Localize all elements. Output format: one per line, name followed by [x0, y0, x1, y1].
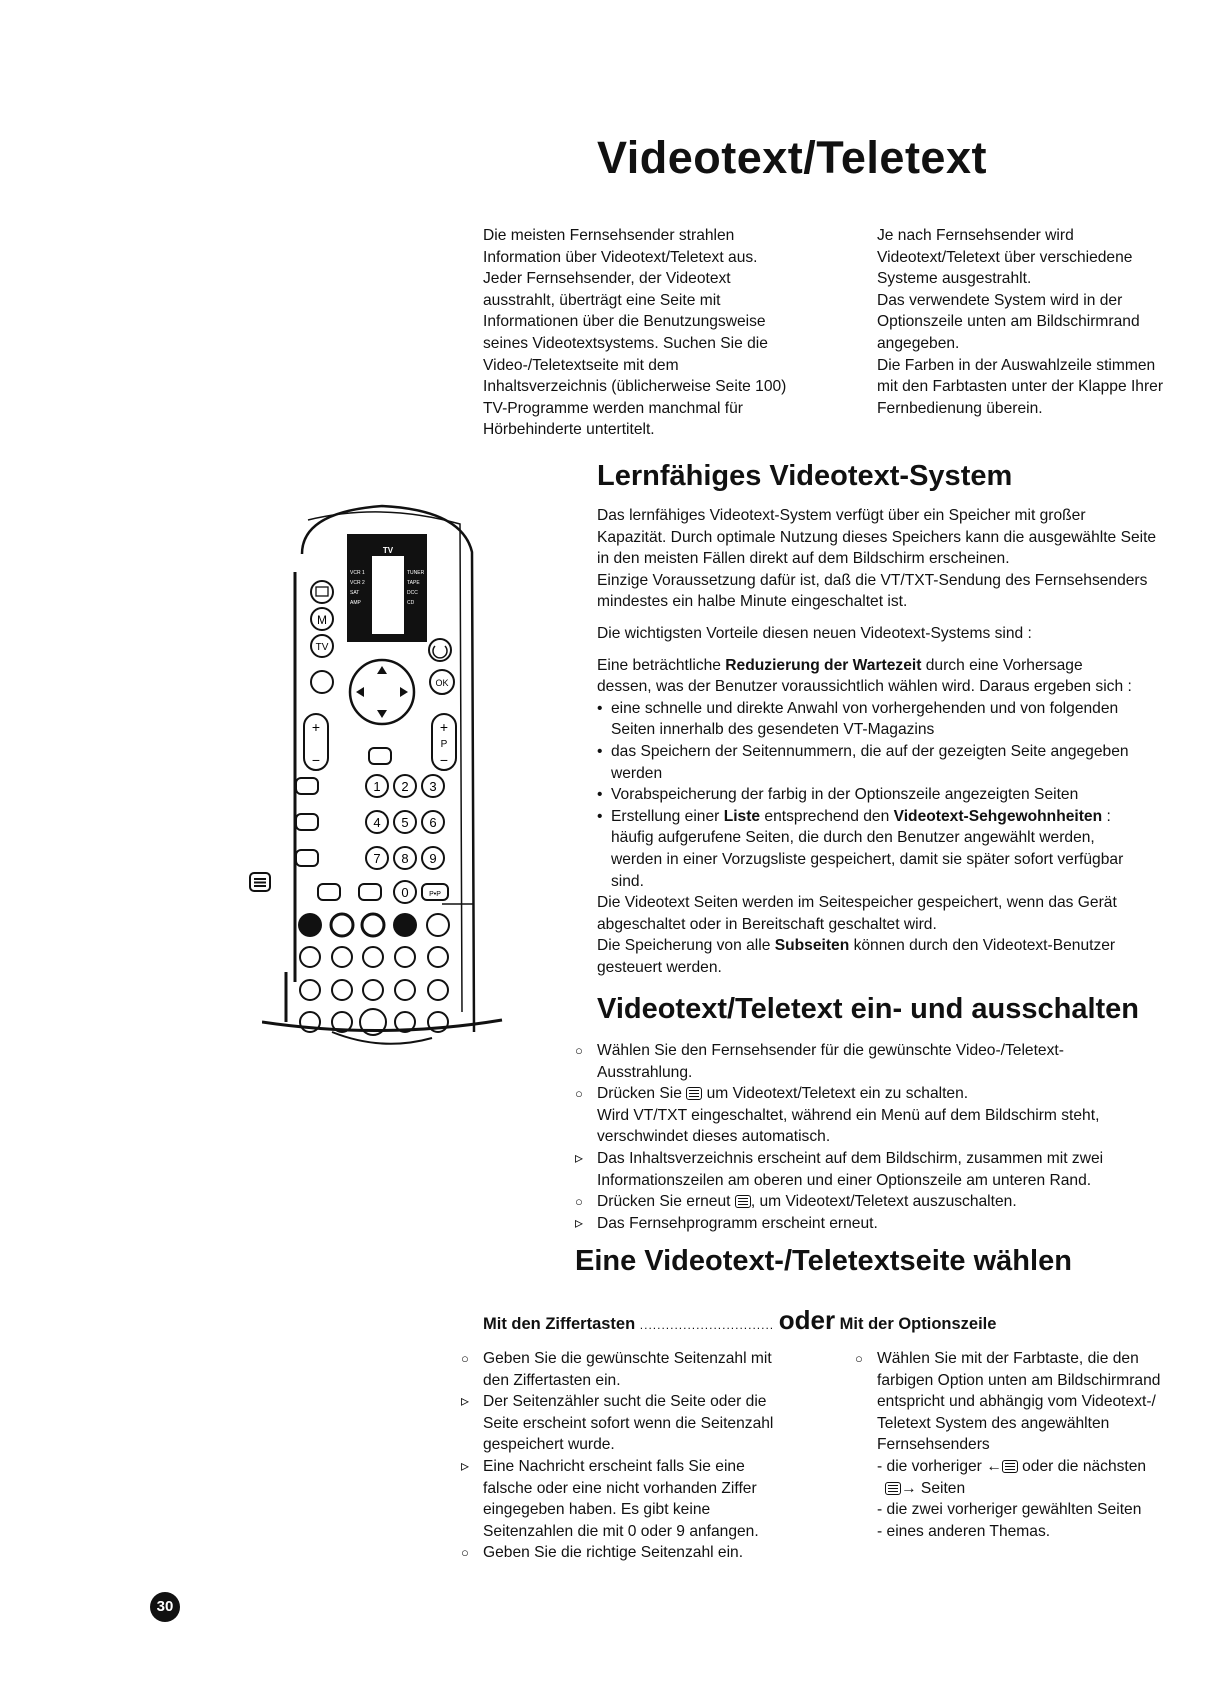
b4-bold1: Liste: [723, 807, 761, 825]
play-key: [363, 980, 383, 1000]
intro-left-line: Die meisten Fernsehsender strahlen: [483, 227, 735, 244]
s1-p4-line: abgeschaltet oder in Bereitschaft geschaltet wird.: [597, 915, 937, 933]
item-line: Ausstrahlung.: [597, 1063, 693, 1081]
cursor-arrows-icon: [356, 666, 408, 718]
intro-left-line: Hörbehinderte untertitelt.: [483, 421, 655, 439]
s1-p5-line2: gesteuert werden.: [597, 958, 722, 976]
bullet-line: werden: [611, 764, 663, 782]
s1-p1-line: Das lernfähiges Videotext-System verfügt über ein Speicher mit großer: [597, 507, 1086, 524]
digit-label: 2: [401, 779, 409, 794]
s1-p3: [597, 655, 1212, 677]
circle-marker-icon: [461, 1348, 479, 1370]
item-line: Fernsehsenders: [877, 1436, 990, 1454]
item-line: Wählen Sie mit der Farbtaste, die den: [877, 1350, 1139, 1367]
s1-p3-bold: Reduzierung der Wartezeit: [725, 656, 922, 674]
list-item: [597, 806, 1212, 892]
s1-p5-pre: Die Speicherung von alle: [597, 937, 775, 955]
item-line: - eines anderen Themas.: [877, 1522, 1051, 1540]
remote-control: [262, 492, 512, 1057]
menu-button-label: M: [317, 613, 327, 627]
intro-right: [877, 225, 1217, 419]
dual-button: [296, 814, 318, 830]
item-line: farbigen Option unten am Bildschirmrand: [877, 1371, 1161, 1389]
s1-p3-pre: Eine beträchtliche: [597, 656, 726, 674]
triangle-marker-icon: [575, 1213, 593, 1235]
list-item: [575, 1040, 1215, 1083]
screen-right-item: CD: [407, 600, 415, 606]
intro-left-line: Information über Videotext/Teletext aus.: [483, 248, 758, 266]
oder-label: oder: [778, 1305, 836, 1335]
sub-left: Mit den Ziffertasten: [483, 1315, 636, 1333]
item-line: verschwindet dieses automatisch.: [597, 1128, 831, 1146]
r2-post: Seiten: [916, 1479, 966, 1497]
digit-label: 8: [401, 851, 409, 866]
item-line: den Ziffertasten ein.: [483, 1371, 621, 1389]
s1-p1-line: Kapazität. Durch optimale Nutzung dieses Speichers kann die ausgewählte Seite: [597, 528, 1157, 546]
bullet-line: werden in einer Vorzugsliste gespeichert, damit sie später sofort verfügbar: [611, 850, 1124, 868]
item-line: entspricht und abhängig vom Videotext-/: [877, 1393, 1156, 1411]
teletext-button: [318, 884, 340, 900]
yellow-key: [362, 914, 384, 936]
intro-left-line: Jeder Fernsehsender, der Videotext: [483, 270, 731, 288]
item-line: falsche oder eine nicht vorhanden Ziffer: [483, 1479, 757, 1497]
item-line: Seitenzahlen die mit 0 oder 9 anfangen.: [483, 1522, 759, 1540]
item-line: Das Inhaltsverzeichnis erscheint auf dem Bildschirm, zusammen mit zwei: [597, 1149, 1104, 1167]
teletext-icon: [885, 1482, 901, 1495]
function-row-1: [300, 947, 448, 967]
program-minus: −: [439, 752, 449, 768]
digit-label: 4: [373, 815, 381, 830]
intro-left-line: Informationen über die Benutzungsweise: [483, 313, 766, 331]
item-line: Geben Sie die gewünschte Seitenzahl mit: [483, 1350, 772, 1367]
intro-left-line: ausstrahlt, überträgt eine Seite mit: [483, 291, 721, 309]
item-line: Der Seitenzähler sucht die Seite oder die: [483, 1393, 767, 1411]
section-heading-seite-waehlen: Eine Videotext-/Teletextseite wählen: [575, 1245, 1072, 1277]
source-button: [311, 581, 333, 603]
list-item: [575, 1213, 1215, 1235]
intro-right-line: Je nach Fernsehsender wird: [877, 227, 1074, 244]
intro-right-line: angegeben.: [877, 334, 960, 352]
pp-label: P•P: [429, 891, 441, 898]
bullet-line: Seiten innerhalb des gesendeten VT-Magazins: [611, 721, 935, 739]
bullet-line: • eine schnelle und direkte Anwahl von vorhergehenden und von folgenden: [611, 699, 1119, 717]
i4-post: , um Videotext/Teletext auszuschalten.: [750, 1193, 1017, 1211]
s1-p4-line: Die Videotext Seiten werden im Seitespeicher gespeichert, wenn das Gerät: [597, 894, 1117, 912]
remote-base-curve: [262, 1020, 502, 1031]
i2-post: um Videotext/Teletext ein zu schalten.: [702, 1085, 969, 1103]
hold-key: [332, 947, 352, 967]
info-button: [296, 850, 318, 866]
digit-label: 3: [429, 779, 437, 794]
screen-label: TV: [382, 546, 394, 555]
item-line: [597, 1191, 1215, 1213]
list-item: [597, 741, 1212, 784]
s1-p1-line: Einzige Voraussetzung dafür ist, daß die VT/TXT-Sendung des Fernsehsenders: [597, 571, 1148, 589]
item-line: Wird VT/TXT eingeschaltet, während ein Menü auf dem Bildschirm steht,: [597, 1106, 1100, 1124]
item-line: - die zwei vorheriger gewählten Seiten: [877, 1501, 1142, 1519]
dots: ...............................: [639, 1318, 775, 1332]
digit-label: 6: [429, 815, 437, 830]
s1-p5: [597, 935, 1212, 957]
intro-right-line: Die Farben in der Auswahlzeile stimmen: [877, 356, 1156, 374]
section1-body: [597, 505, 1212, 978]
smart-button: [359, 884, 381, 900]
subheading-ziffertasten: [483, 1305, 996, 1336]
reveal-key: [395, 947, 415, 967]
screen-right-item: DCC: [407, 590, 418, 596]
intro-right-line: Systeme ausgestrahlt.: [877, 270, 1032, 288]
item-line: Wählen Sie den Fernsehsender für die gewünschte Video-/Teletext-: [597, 1042, 1064, 1059]
screen-right-item: TAPE: [407, 580, 420, 586]
triangle-marker-icon: [575, 1148, 593, 1170]
bullet-line: [611, 806, 1212, 828]
circle-marker-icon: [855, 1348, 873, 1370]
list-item: [461, 1542, 841, 1564]
item-line: gespeichert wurde.: [483, 1436, 615, 1454]
index-key: [427, 914, 449, 936]
intro-left-line: Inhaltsverzeichnis (üblicherweise Seite 100): [483, 378, 787, 396]
tv-button-label: TV: [315, 642, 329, 653]
stop-key: [300, 980, 320, 1000]
screen-left-item: VCR 1: [350, 570, 365, 576]
forward-key: [395, 980, 415, 1000]
item-line: Seite erscheint sofort wenn die Seitenzahl: [483, 1414, 774, 1432]
list-item: [575, 1083, 1215, 1148]
list-item: [461, 1348, 841, 1391]
mute-button: [369, 748, 391, 764]
item-line: eingegeben haben. Es gibt keine: [483, 1501, 711, 1519]
intro-right-line: Fernbedienung überein.: [877, 399, 1043, 417]
remote-screen-window: [372, 556, 404, 634]
mix-key: [428, 947, 448, 967]
screen-right-item: TUNER: [407, 570, 425, 576]
bullet-line: sind.: [611, 872, 644, 890]
list-item: [575, 1191, 1215, 1213]
intro-right-line: Das verwendete System wird in der: [877, 291, 1123, 309]
sub-right: Mit der Optionszeile: [839, 1315, 997, 1333]
circle-marker-icon: [461, 1542, 479, 1564]
b4-mid: entsprechend den: [760, 807, 894, 825]
digit-label: 0: [401, 885, 409, 900]
intro-right-line: Videotext/Teletext über verschiedene: [877, 248, 1133, 266]
circle-marker-icon: [575, 1191, 593, 1213]
s1-bullets: [597, 698, 1212, 892]
intro-left-line: Video-/Teletextseite mit dem: [483, 356, 679, 374]
s1-p1-line: mindestes ein halbe Minute eingeschaltet ist.: [597, 593, 908, 611]
right-arrow-icon: →: [901, 1479, 917, 1497]
item-line: [877, 1478, 1215, 1500]
teletext-icon: [1002, 1460, 1018, 1473]
cancel-key: [300, 947, 320, 967]
intro-right-line: Optionszeile unten am Bildschirmrand: [877, 313, 1140, 331]
program-plus: +: [439, 719, 449, 735]
source-icon: [316, 587, 328, 596]
intro-left-line: TV-Programme werden manchmal für: [483, 399, 743, 417]
list-item: [575, 1148, 1215, 1191]
section-heading-einschalten: Videotext/Teletext ein- und ausschalten: [597, 993, 1140, 1025]
left-arrow-icon: ←: [986, 1457, 1002, 1475]
intro-right-line: mit den Farbtasten unter der Klappe Ihrer: [877, 378, 1164, 396]
red-key: [298, 913, 322, 937]
volume-plus: +: [311, 719, 321, 735]
teletext-icon: [686, 1087, 702, 1100]
b4-bold2: Videotext-Sehgewohnheiten: [893, 807, 1103, 825]
rewind-key: [332, 980, 352, 1000]
item-line: Teletext System des angewählten: [877, 1414, 1110, 1432]
format-button: [296, 778, 318, 794]
item-line: Geben Sie die richtige Seitenzahl ein.: [483, 1544, 744, 1562]
s1-p3-line2: dessen, was der Benutzer voraussichtlich wählen wird. Daraus ergeben sich :: [597, 678, 1132, 696]
digit-label: 7: [373, 851, 381, 866]
digit-label: 5: [401, 815, 409, 830]
s1-p1-line: in den meisten Fällen direkt auf dem Bildschirm erscheinen.: [597, 550, 1010, 568]
section2-body: [575, 1040, 1215, 1234]
r2-pre: - die vorheriger: [877, 1457, 987, 1475]
intro-left: [483, 225, 833, 441]
s1-p5-post: können durch den Videotext-Benutzer: [849, 937, 1116, 955]
bullet-line: • das Speichern der Seitennummern, die auf der gezeigten Seite angegeben: [611, 742, 1129, 760]
power-icon: [433, 646, 447, 658]
item-line: [597, 1083, 1215, 1105]
screen-left-item: VCR 2: [350, 580, 365, 586]
green-key: [331, 914, 353, 936]
triangle-marker-icon: [461, 1456, 479, 1478]
item-line: Eine Nachricht erscheint falls Sie eine: [483, 1457, 745, 1475]
screen-left-item: AMP: [350, 600, 361, 606]
intro-left-line: seines Videotextsystems. Suchen Sie die: [483, 334, 768, 352]
page-number-badge: 30: [150, 1592, 180, 1622]
list-item: [597, 784, 1212, 806]
b4-pre: Erstellung einer: [611, 807, 724, 825]
digit-label: 1: [373, 779, 381, 794]
bullet-line: • Vorabspeicherung der farbig in der Optionszeile angezeigten Seiten: [611, 786, 1079, 804]
list-item: [461, 1391, 841, 1456]
list-item: [461, 1456, 841, 1542]
numeric-keypad: [296, 775, 448, 903]
remote-base-curve: [332, 1032, 432, 1044]
section3-right: [855, 1348, 1215, 1542]
i2-pre: Drücken Sie: [597, 1085, 687, 1103]
triangle-marker-icon: [461, 1391, 479, 1413]
menu-nav-button: [311, 671, 333, 693]
bullet-line: häufig aufgerufene Seiten, die durch den Benutzer angewählt werden,: [611, 829, 1095, 847]
s1-p2: Die wichtigsten Vorteile diesen neuen Videotext-Systems sind :: [597, 624, 1032, 642]
b4-post: :: [1102, 807, 1111, 825]
item-line: Das Fernsehprogramm erscheint erneut.: [597, 1214, 878, 1232]
s1-p3-post: durch eine Vorhersage: [921, 656, 1083, 674]
blue-key: [393, 913, 417, 937]
digit-label: 9: [429, 851, 437, 866]
s1-p5-bold: Subseiten: [774, 937, 850, 955]
list-item: [855, 1348, 1215, 1542]
r2-mid: oder die nächsten: [1017, 1457, 1147, 1475]
item-line: [877, 1456, 1215, 1478]
teletext-icon: [735, 1195, 751, 1208]
circle-marker-icon: [575, 1083, 593, 1105]
section-heading-lernfaehiges: Lernfähiges Videotext-System: [597, 460, 1013, 492]
section3-left: [461, 1348, 841, 1564]
list-item: [597, 698, 1212, 741]
screen-left-item: SAT: [350, 590, 360, 596]
circle-marker-icon: [575, 1040, 593, 1062]
record-key: [428, 980, 448, 1000]
enlarge-key: [363, 947, 383, 967]
volume-minus: −: [311, 752, 321, 768]
ok-button-label: OK: [435, 678, 449, 688]
i4-pre: Drücken Sie erneut: [597, 1193, 735, 1211]
item-line: Informationszeilen am oberen und einer Optionszeile am unteren Rand.: [597, 1171, 1092, 1189]
program-label: P: [440, 739, 448, 750]
function-row-2: [300, 980, 448, 1000]
page-title: Videotext/Teletext: [597, 132, 987, 183]
